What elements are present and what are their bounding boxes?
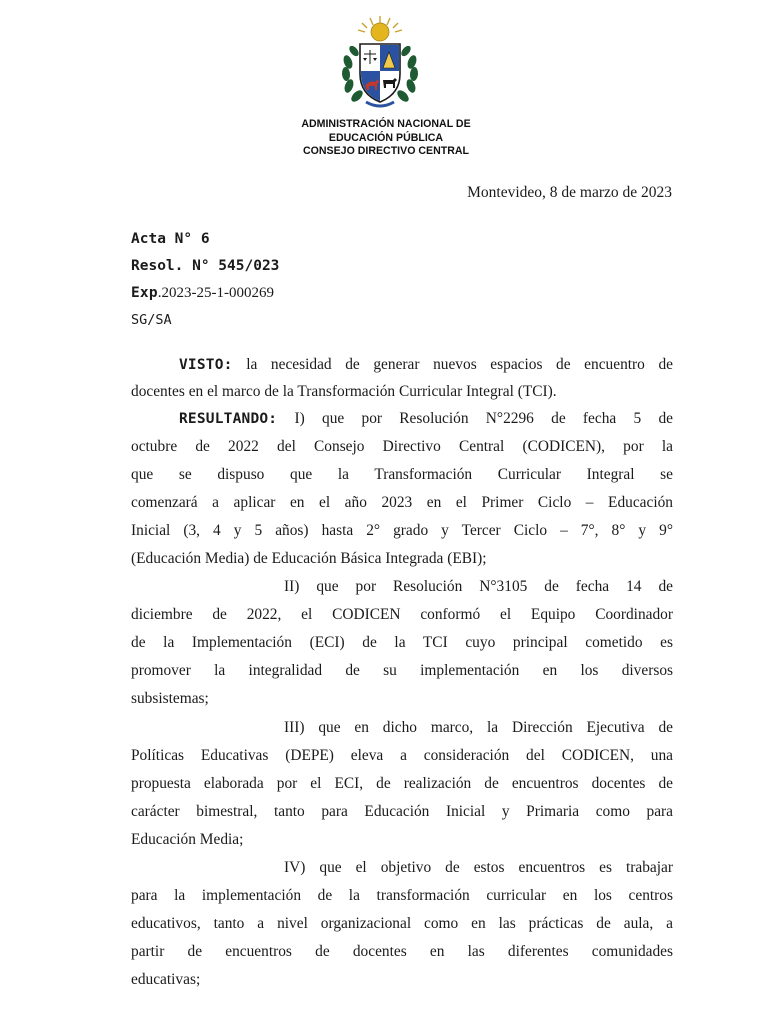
resultando-2-line-5: subsistemas; [131, 690, 209, 707]
visto-line-1: VISTO: la necesidad de generar nuevos espacios de encuentro de [179, 356, 673, 373]
resultando-1-line-6: (Educación Media) de Educación Básica Integrada (EBI); [131, 550, 487, 567]
resultando-3-line-2: Políticas Educativas (DEPE) eleva a consideración del CODICEN, una [131, 747, 673, 764]
resultando-3-line-4: carácter bimestral, tanto para Educación Inicial y Primaria como para [131, 803, 673, 820]
resultando-4-line-1: IV) que el objetivo de estos encuentros es trabajar [284, 859, 673, 876]
resultando-2-line-2: diciembre de 2022, el CODICEN conformó el Equipo Coordinador [131, 606, 673, 623]
resultando-2-line-1: II) que por Resolución N°3105 de fecha 14 de [284, 578, 673, 595]
expediente-label: Exp [131, 285, 158, 301]
resultando-2-line-4: promover la integralidad de su implementación en los diversos [131, 662, 673, 679]
resolution-number: Resol. N° 545/023 [131, 258, 280, 274]
coat-of-arms-seal [336, 14, 424, 112]
resultando-label: RESULTANDO: [179, 411, 278, 427]
visto-label: VISTO: [179, 357, 233, 373]
header-line-3: CONSEJO DIRECTIVO CENTRAL [303, 145, 469, 157]
sun-emblem [358, 16, 402, 41]
resultando-3-line-1: III) que en dicho marco, la Dirección Ejecutiva de [284, 719, 673, 736]
expediente-number [131, 283, 279, 310]
resultando-1-line-2: octubre de 2022 del Consejo Directivo Central (CODICEN), por la [131, 438, 673, 455]
resultando-1-line-3: que se dispuso que la Transformación Curricular Integral se [131, 466, 673, 483]
resultando-4-line-2: para la implementación de la transformación curricular en los centros [131, 887, 673, 904]
resultando-4-line-3: educativos, tanto a nivel organizacional como en las prácticas de aula, a [131, 915, 673, 932]
shield [360, 44, 400, 102]
resultando-1-line-5: Inicial (3, 4 y 5 años) hasta 2° grado y Tercer Ciclo – 7°, 8° y 9° [131, 522, 673, 539]
resultando-2-line-3: de la Implementación (ECI) de la TCI cuyo principal cometido es [131, 634, 673, 651]
resultando-1-line-4: comenzará a aplicar en el año 2023 en el Primer Ciclo – Educación [131, 494, 673, 511]
document-date: Montevideo, 8 de marzo de 2023 [467, 184, 672, 201]
header-line-1: ADMINISTRACIÓN NACIONAL DE [301, 118, 471, 130]
resultando-3-line-5: Educación Media; [131, 831, 244, 848]
resultando-3-line-3: propuesta elaborada por el ECI, de realización de encuentros docentes de [131, 775, 673, 792]
office-code: SG/SA [131, 312, 172, 328]
resultando-4-line-5: educativas; [131, 971, 201, 988]
expediente-value: .2023-25-1-000269 [157, 285, 275, 301]
resultando-4-line-4: partir de encuentros de docentes en las diferentes comunidades [131, 943, 673, 960]
institution-header [268, 118, 504, 159]
header-line-2: EDUCACIÓN PÚBLICA [328, 131, 444, 144]
visto-line-2: docentes en el marco de la Transformación Curricular Integral (TCI). [131, 383, 557, 400]
acta-number: Acta N° 6 [131, 231, 210, 247]
resultando-line-1: RESULTANDO: I) que por Resolución N°2296 de fecha 5 de [179, 410, 673, 427]
document-metadata [131, 229, 279, 337]
